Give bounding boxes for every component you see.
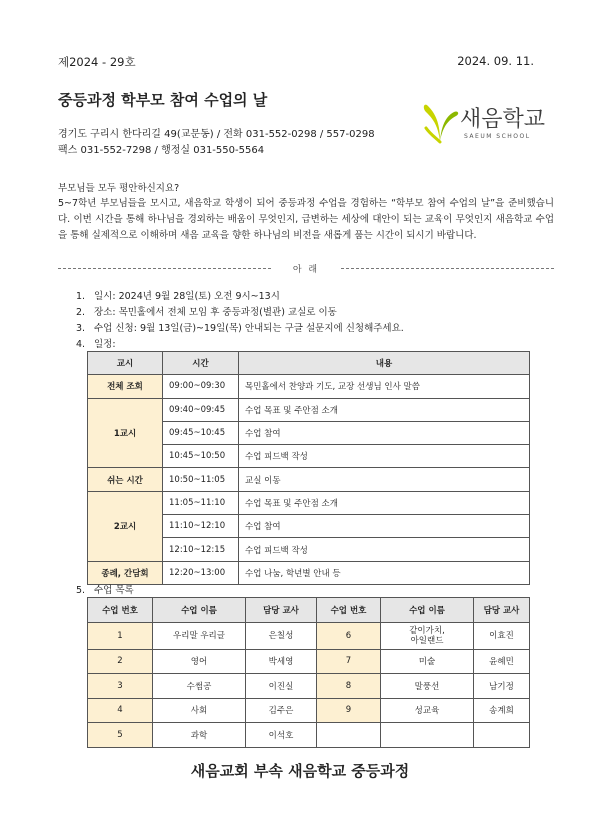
class-teacher: 남기정 xyxy=(474,674,530,699)
list-item-date: 1. 일시: 2024년 9월 28일(토) 오전 9시~13시 xyxy=(76,291,280,302)
table-row xyxy=(88,375,530,398)
section-divider xyxy=(58,262,554,275)
list-item-classes: 5. 수업 목록 xyxy=(76,585,134,596)
column-header: 수업 번호 xyxy=(317,598,381,623)
class-name: 과학 xyxy=(153,723,246,748)
leaf-icon xyxy=(420,98,460,144)
class-name: 성교육 xyxy=(381,698,474,723)
period-cell: 전체 조회 xyxy=(88,375,163,398)
table-row xyxy=(88,674,530,699)
content-cell: 수업 목표 및 주안점 소개 xyxy=(239,398,530,421)
class-name: 수썸공 xyxy=(153,674,246,699)
class-number: 9 xyxy=(317,698,381,723)
class-teacher: 은칠성 xyxy=(246,622,317,649)
class-list-table xyxy=(87,597,530,748)
time-cell: 10:45~10:50 xyxy=(163,445,239,468)
class-teacher: 박세영 xyxy=(246,649,317,674)
period-cell: 종례, 간담회 xyxy=(88,561,163,584)
time-cell: 09:45~10:45 xyxy=(163,421,239,444)
class-name xyxy=(381,723,474,748)
list-item-schedule: 4. 일정: xyxy=(76,339,116,350)
logo-name: 새음학교 xyxy=(460,107,546,132)
period-cell: 1교시 xyxy=(88,398,163,468)
table-row xyxy=(88,491,530,514)
class-number: 4 xyxy=(88,698,153,723)
content-cell: 수업 목표 및 주안점 소개 xyxy=(239,491,530,514)
time-cell: 09:00~09:30 xyxy=(163,375,239,398)
class-teacher xyxy=(474,723,530,748)
table-row xyxy=(88,622,530,649)
class-name: 말풍선 xyxy=(381,674,474,699)
column-header: 담당 교사 xyxy=(246,598,317,623)
class-teacher: 윤혜민 xyxy=(474,649,530,674)
content-cell: 수업 참여 xyxy=(239,515,530,538)
class-name: 영어 xyxy=(153,649,246,674)
table-header-row xyxy=(88,598,530,623)
divider-label: 아 래 xyxy=(292,265,320,275)
footer-school-name: 새음교회 부속 새음학교 중등과정 xyxy=(190,762,410,780)
period-cell: 2교시 xyxy=(88,491,163,561)
content-cell: 수업 피드백 작성 xyxy=(239,538,530,561)
table-header-row xyxy=(88,352,530,375)
column-header: 수업 이름 xyxy=(381,598,474,623)
logo-subtitle: SAEUM SCHOOL xyxy=(464,133,531,140)
content-cell: 목민홀에서 찬양과 기도, 교장 선생님 인사 말씀 xyxy=(239,375,530,398)
class-number: 6 xyxy=(317,622,381,649)
list-item-signup: 3. 수업 신청: 9월 13일(금)~19일(목) 안내되는 구글 설문지에 신청해주세요. xyxy=(76,323,404,334)
time-cell: 11:05~11:10 xyxy=(163,491,239,514)
time-cell: 09:40~09:45 xyxy=(163,398,239,421)
column-header: 내용 xyxy=(239,352,530,375)
document-number: 제2024 - 29호 xyxy=(58,55,136,69)
table-row xyxy=(88,649,530,674)
class-teacher: 송계희 xyxy=(474,698,530,723)
content-cell: 수업 참여 xyxy=(239,421,530,444)
class-number: 7 xyxy=(317,649,381,674)
time-cell: 12:10~12:15 xyxy=(163,538,239,561)
column-header: 담당 교사 xyxy=(474,598,530,623)
class-number: 5 xyxy=(88,723,153,748)
content-cell: 수업 나눔, 학년별 안내 등 xyxy=(239,561,530,584)
class-name: 같이가치, 아일랜드 xyxy=(381,622,474,649)
time-cell: 12:20~13:00 xyxy=(163,561,239,584)
document-date: 2024. 09. 11. xyxy=(457,54,534,68)
school-contact: 팩스 031-552-7298 / 행정실 031-550-5564 xyxy=(58,145,265,156)
column-header: 시간 xyxy=(163,352,239,375)
list-item-place: 2. 장소: 목민홀에서 전체 모임 후 중등과정(별관) 교실로 이동 xyxy=(76,307,337,318)
schedule-table xyxy=(87,351,530,585)
class-teacher: 이진실 xyxy=(246,674,317,699)
letter-body: 5~7학년 부모님들을 모시고, 새음학교 학생이 되어 중등과정 수업을 경험하는 “학부모 참여 수업의 날”을 준비했습니다. 이번 시간을 통해 하나님을 경외하는 배움이 무엇인지, 급변하는 세상에 대안이 되는 교육이 무엇인지 새음학교 수업을 통해 실제적으로 이해하며 새음 교육을 향한 하나님의 비전을 새롭게 품는 시간이 되시기 바랍니다. xyxy=(58,198,554,242)
class-name: 사회 xyxy=(153,698,246,723)
school-address: 경기도 구리시 한다리길 49(교문동) / 전화 031-552-0298 / 557-0298 xyxy=(58,129,375,140)
table-row xyxy=(88,723,530,748)
column-header: 교시 xyxy=(88,352,163,375)
column-header: 수업 번호 xyxy=(88,598,153,623)
class-number: 3 xyxy=(88,674,153,699)
content-cell: 교실 이동 xyxy=(239,468,530,491)
class-number xyxy=(317,723,381,748)
school-logo xyxy=(420,98,550,150)
class-teacher: 김주은 xyxy=(246,698,317,723)
class-teacher: 이석호 xyxy=(246,723,317,748)
time-cell: 10:50~11:05 xyxy=(163,468,239,491)
table-row xyxy=(88,561,530,584)
table-row xyxy=(88,698,530,723)
time-cell: 11:10~12:10 xyxy=(163,515,239,538)
period-cell: 쉬는 시간 xyxy=(88,468,163,491)
class-number: 1 xyxy=(88,622,153,649)
page-title: 중등과정 학부모 참여 수업의 날 xyxy=(58,91,268,109)
greeting: 부모님들 모두 평안하신지요? xyxy=(58,183,180,194)
content-cell: 수업 피드백 작성 xyxy=(239,445,530,468)
table-row xyxy=(88,398,530,421)
class-name: 우리말 우리글 xyxy=(153,622,246,649)
class-name: 미술 xyxy=(381,649,474,674)
column-header: 수업 이름 xyxy=(153,598,246,623)
table-row xyxy=(88,468,530,491)
class-teacher: 이효진 xyxy=(474,622,530,649)
class-number: 8 xyxy=(317,674,381,699)
class-number: 2 xyxy=(88,649,153,674)
